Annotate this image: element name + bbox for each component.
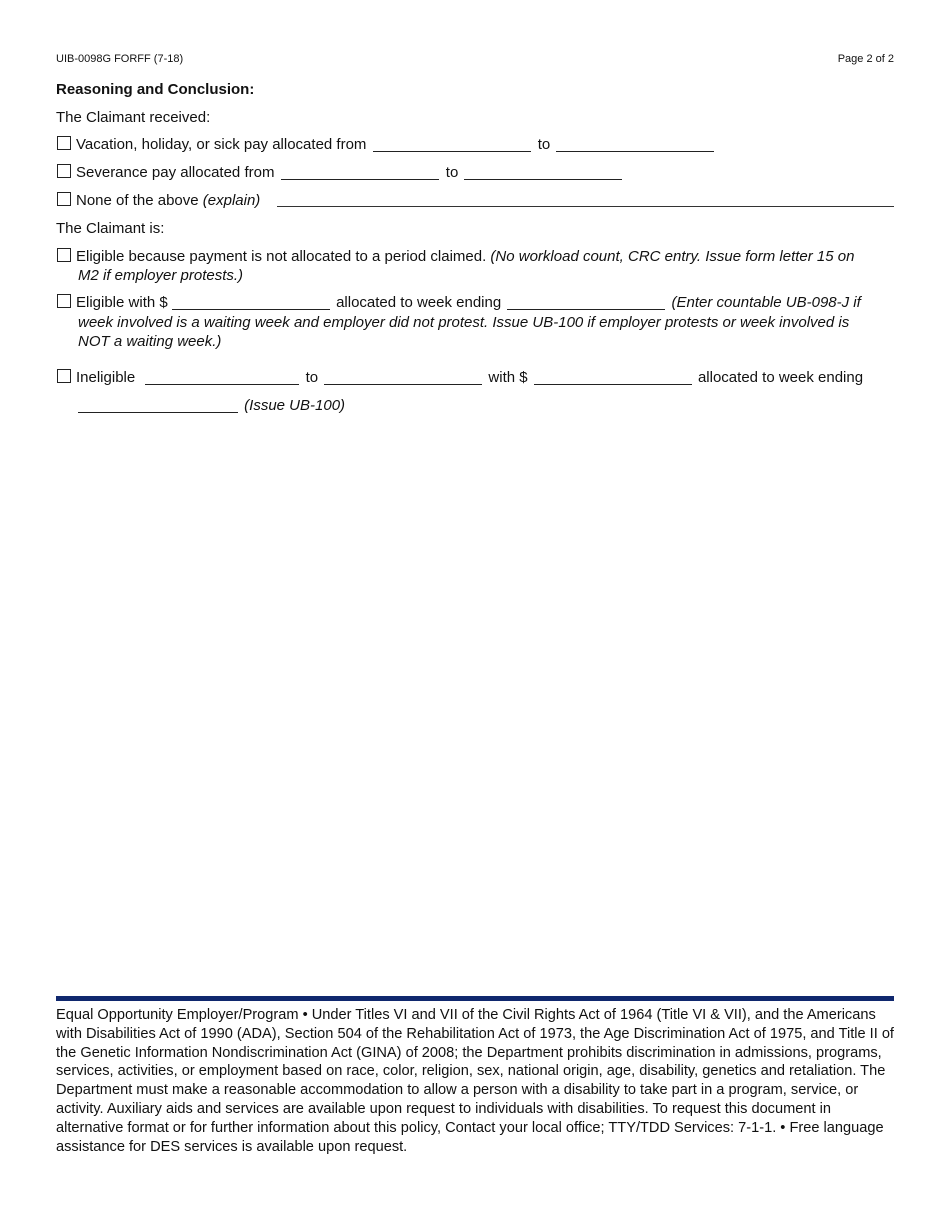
ineligible-row (56, 368, 894, 387)
ineligible-week-row (78, 396, 345, 415)
ineligible-to-field[interactable] (324, 370, 482, 385)
form-id: UIB-0098G FORFF (7-18) (56, 53, 184, 65)
none-label: None of the above (76, 192, 199, 209)
received-heading: The Claimant received: (56, 109, 211, 126)
vacation-label: Vacation, holiday, or sick pay allocated from (76, 136, 367, 153)
vacation-checkbox[interactable] (57, 136, 71, 150)
vacation-from-field[interactable] (373, 137, 531, 152)
eligible-not-allocated-checkbox[interactable] (57, 248, 71, 262)
none-note: (explain) (202, 192, 261, 209)
severance-from-field[interactable] (281, 165, 439, 180)
ineligible-to-label: to (305, 369, 319, 386)
severance-checkbox[interactable] (57, 164, 71, 178)
none-checkbox[interactable] (57, 192, 71, 206)
ineligible-note: (Issue UB-100) (244, 397, 346, 414)
eligible-not-allocated-label: Eligible because payment is not allocated to a period claimed. (76, 248, 487, 265)
ineligible-amount-field[interactable] (534, 370, 692, 385)
eligible-not-allocated-row (56, 247, 894, 266)
severance-to-label: to (445, 164, 459, 181)
vacation-to-field[interactable] (556, 137, 714, 152)
severance-label: Severance pay allocated from (76, 164, 275, 181)
eligible-with-checkbox[interactable] (57, 294, 71, 308)
eligible-week-ending-field[interactable] (507, 295, 665, 310)
vacation-to-label: to (537, 136, 551, 153)
eligible-with-row (56, 293, 894, 312)
eligible-with-label: Eligible with $ (76, 294, 168, 311)
eligible-with-note-line2: week involved is a waiting week and employer did not protest. Issue UB-100 if employer protests or week involved is (78, 314, 850, 331)
footer-notice: Equal Opportunity Employer/Program • Under Titles VI and VII of the Civil Rights Act of 1964 (Title VI & VII), and the Americans with Disabilities Act of 1990 (ADA), Section 504 of the Rehabilitation Act of 1973, the Age Discrimination Act of 1975, and Title II of the Genetic Information Nondiscrimination Act (GINA) of 2008; the Department prohibits discrimination in admissions, programs, services, activities, or employment based on race, color, religion, sex, national origin, age, disability, genetics and retaliation. The Department must make a reasonable accommodation to allow a person with a disability to take part in a program, service, or activity. Auxiliary aids and services are available upon request to individuals with disabilities. To request this document in alternative format or for further information about this policy, Contact your local office; TTY/TDD Services: 7-1-1. • Free language assistance for DES services is available upon request. (56, 1007, 894, 1155)
eligible-amount-field[interactable] (172, 295, 330, 310)
ineligible-with-label: with $ (488, 369, 528, 386)
eligible-not-allocated-note: (No workload count, CRC entry. Issue form letter 15 on (490, 248, 855, 265)
ineligible-week-ending-field[interactable] (78, 398, 238, 413)
explain-field[interactable] (277, 206, 894, 207)
status-heading: The Claimant is: (56, 220, 165, 237)
eligible-with-note-line3: NOT a waiting week.) (78, 333, 222, 350)
section-title: Reasoning and Conclusion: (56, 81, 255, 98)
ineligible-label: Ineligible (76, 369, 136, 386)
ineligible-from-field[interactable] (145, 370, 299, 385)
vacation-row (56, 135, 894, 154)
ineligible-tail: allocated to week ending (697, 369, 864, 386)
eligible-not-allocated-note-cont: M2 if employer protests.) (78, 267, 244, 284)
none-row (56, 191, 894, 210)
ineligible-checkbox[interactable] (57, 369, 71, 383)
severance-row (56, 163, 894, 182)
eligible-with-note: (Enter countable UB-098-J if (671, 294, 861, 311)
footer-rule (56, 996, 894, 1001)
severance-to-field[interactable] (464, 165, 622, 180)
page-number: Page 2 of 2 (837, 53, 894, 65)
eligible-with-middle: allocated to week ending (336, 294, 502, 311)
